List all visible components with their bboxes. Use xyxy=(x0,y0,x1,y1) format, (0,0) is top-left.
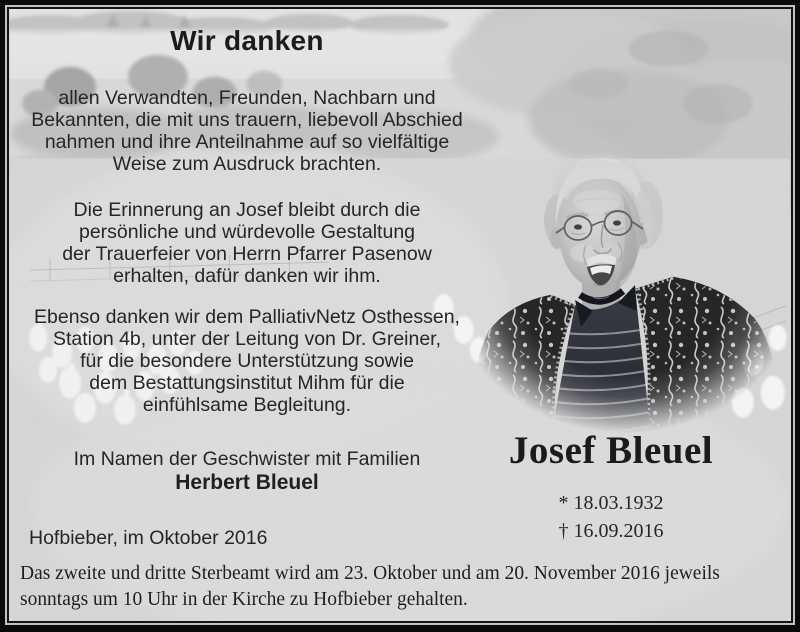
paragraph-line: Station 4b, unter der Leitung von Dr. Greiner, xyxy=(52,328,442,350)
paragraph-line: für die besondere Unterstützung sowie xyxy=(80,350,414,372)
footer-note xyxy=(20,561,720,612)
thanks-paragraph-2 xyxy=(21,199,473,287)
life-dates xyxy=(446,489,776,545)
frame-inner-line xyxy=(7,7,793,623)
death-date-line: † 16.09.2016 xyxy=(558,520,664,542)
deceased-name: Josef Bleuel xyxy=(508,429,714,472)
paragraph-line: persönliche und würdevolle Gestaltung xyxy=(78,221,416,243)
paragraph-line: einfühlsame Begleitung. xyxy=(142,394,352,416)
birth-date-line: * 18.03.1932 xyxy=(558,492,664,514)
paragraph-line: nahmen und ihre Anteilnahme auf so vielfältige xyxy=(44,131,450,153)
paragraph-line: der Trauerfeier von Herrn Pfarrer Pasenow xyxy=(62,243,432,265)
paragraph-line: dem Bestattungsinstitut Mihm für die xyxy=(89,372,405,394)
paragraph-line: allen Verwandten, Freunden, Nachbarn und xyxy=(58,87,436,109)
notice-paper xyxy=(9,9,791,621)
paragraph-line: erhalten, dafür danken wir ihm. xyxy=(113,265,381,287)
title-wir-danken: Wir danken xyxy=(170,25,324,56)
place-date: Hofbieber, im Oktober 2016 xyxy=(29,527,268,549)
signatory-name: Herbert Bleuel xyxy=(175,471,319,494)
frame-gray-line xyxy=(5,5,795,625)
paragraph-line: Weise zum Ausdruck brachten. xyxy=(112,153,382,175)
paragraph-line: Ebenso danken wir dem PalliativNetz Osthessen, xyxy=(34,306,460,328)
thanks-paragraph-1 xyxy=(21,87,473,175)
paragraph-line: Die Erinnerung an Josef bleibt durch die xyxy=(73,199,421,221)
footer-line-2: sonntags um 10 Uhr in der Kirche zu Hofbieber gehalten. xyxy=(20,587,468,610)
closing-line: Im Namen der Geschwister mit Familien xyxy=(73,448,421,470)
footer-line-1: Das zweite und dritte Sterbeamt wird am 23. Oktober und am 20. November 2016 jeweils xyxy=(20,562,720,584)
deceased-photo xyxy=(455,135,791,435)
thanks-paragraph-3 xyxy=(21,306,473,416)
paragraph-line: Bekannten, die mit uns trauern, liebevoll Abschied xyxy=(31,109,463,131)
